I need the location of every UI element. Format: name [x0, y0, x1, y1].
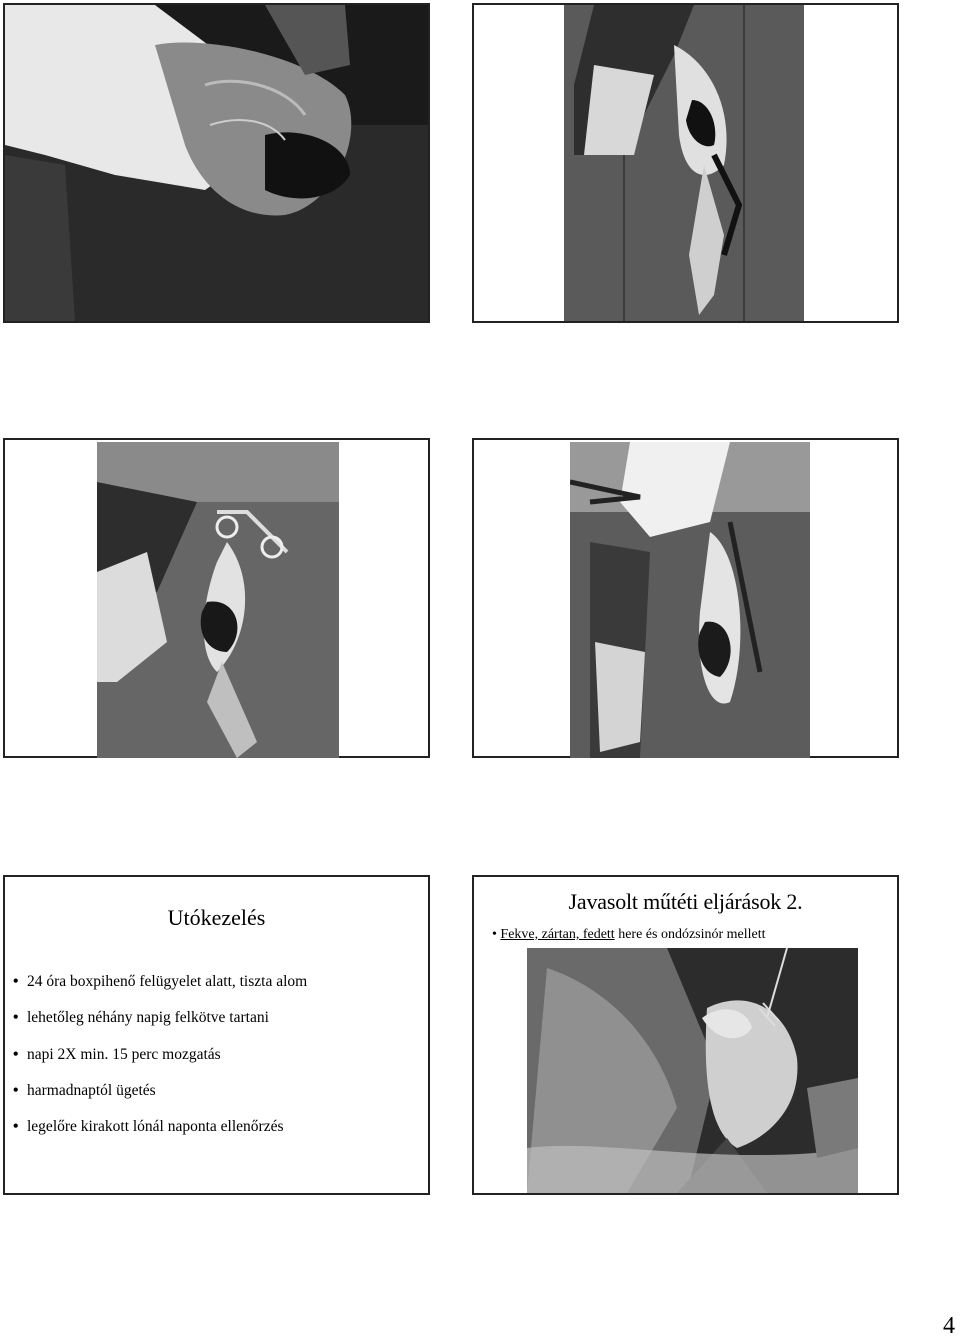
- list-item: • 24 óra boxpihenő felügyelet alatt, tiszta alom: [13, 973, 308, 990]
- surgical-photo-2: [564, 5, 804, 321]
- bullet-icon: •: [13, 1009, 19, 1027]
- subtitle-underlined-text: Fekve, zártan, fedett: [500, 927, 615, 942]
- slide-6-mutetu-eljarasok: [472, 875, 899, 1195]
- slide-title: Javasolt műtéti eljárások 2.: [568, 889, 803, 914]
- surgical-photo-3: [97, 442, 339, 758]
- list-item: • legelőre kirakott lónál naponta ellenőrzés: [13, 1118, 284, 1136]
- subtitle-rest-text: here és ondózsinór mellett: [614, 927, 766, 942]
- bullet-list: [13, 973, 307, 1154]
- slide-1: [3, 3, 430, 323]
- slide-title: Utókezelés: [167, 905, 266, 930]
- slide-subtitle: [492, 927, 766, 943]
- surgical-photo-1: [5, 5, 428, 321]
- page-number: 4: [943, 1313, 955, 1339]
- surgical-photo-6: [527, 948, 858, 1193]
- bullet-icon: •: [13, 1045, 19, 1063]
- list-item: • lehetőleg néhány napig felkötve tartani: [13, 1009, 269, 1027]
- list-item: • napi 2X min. 15 perc mozgatás: [13, 1045, 221, 1063]
- slide-3: [3, 438, 430, 758]
- slide-2: [472, 3, 899, 323]
- list-item: • harmadnaptól ügetés: [13, 1081, 156, 1099]
- bullet-icon: •: [13, 1118, 19, 1136]
- bullet-icon: •: [13, 1081, 19, 1099]
- bullet-icon: •: [492, 927, 497, 942]
- slide-5-utokezeles: [3, 875, 430, 1195]
- surgical-photo-4: [570, 442, 810, 758]
- slide-4: [472, 438, 899, 758]
- bullet-icon: •: [13, 973, 19, 990]
